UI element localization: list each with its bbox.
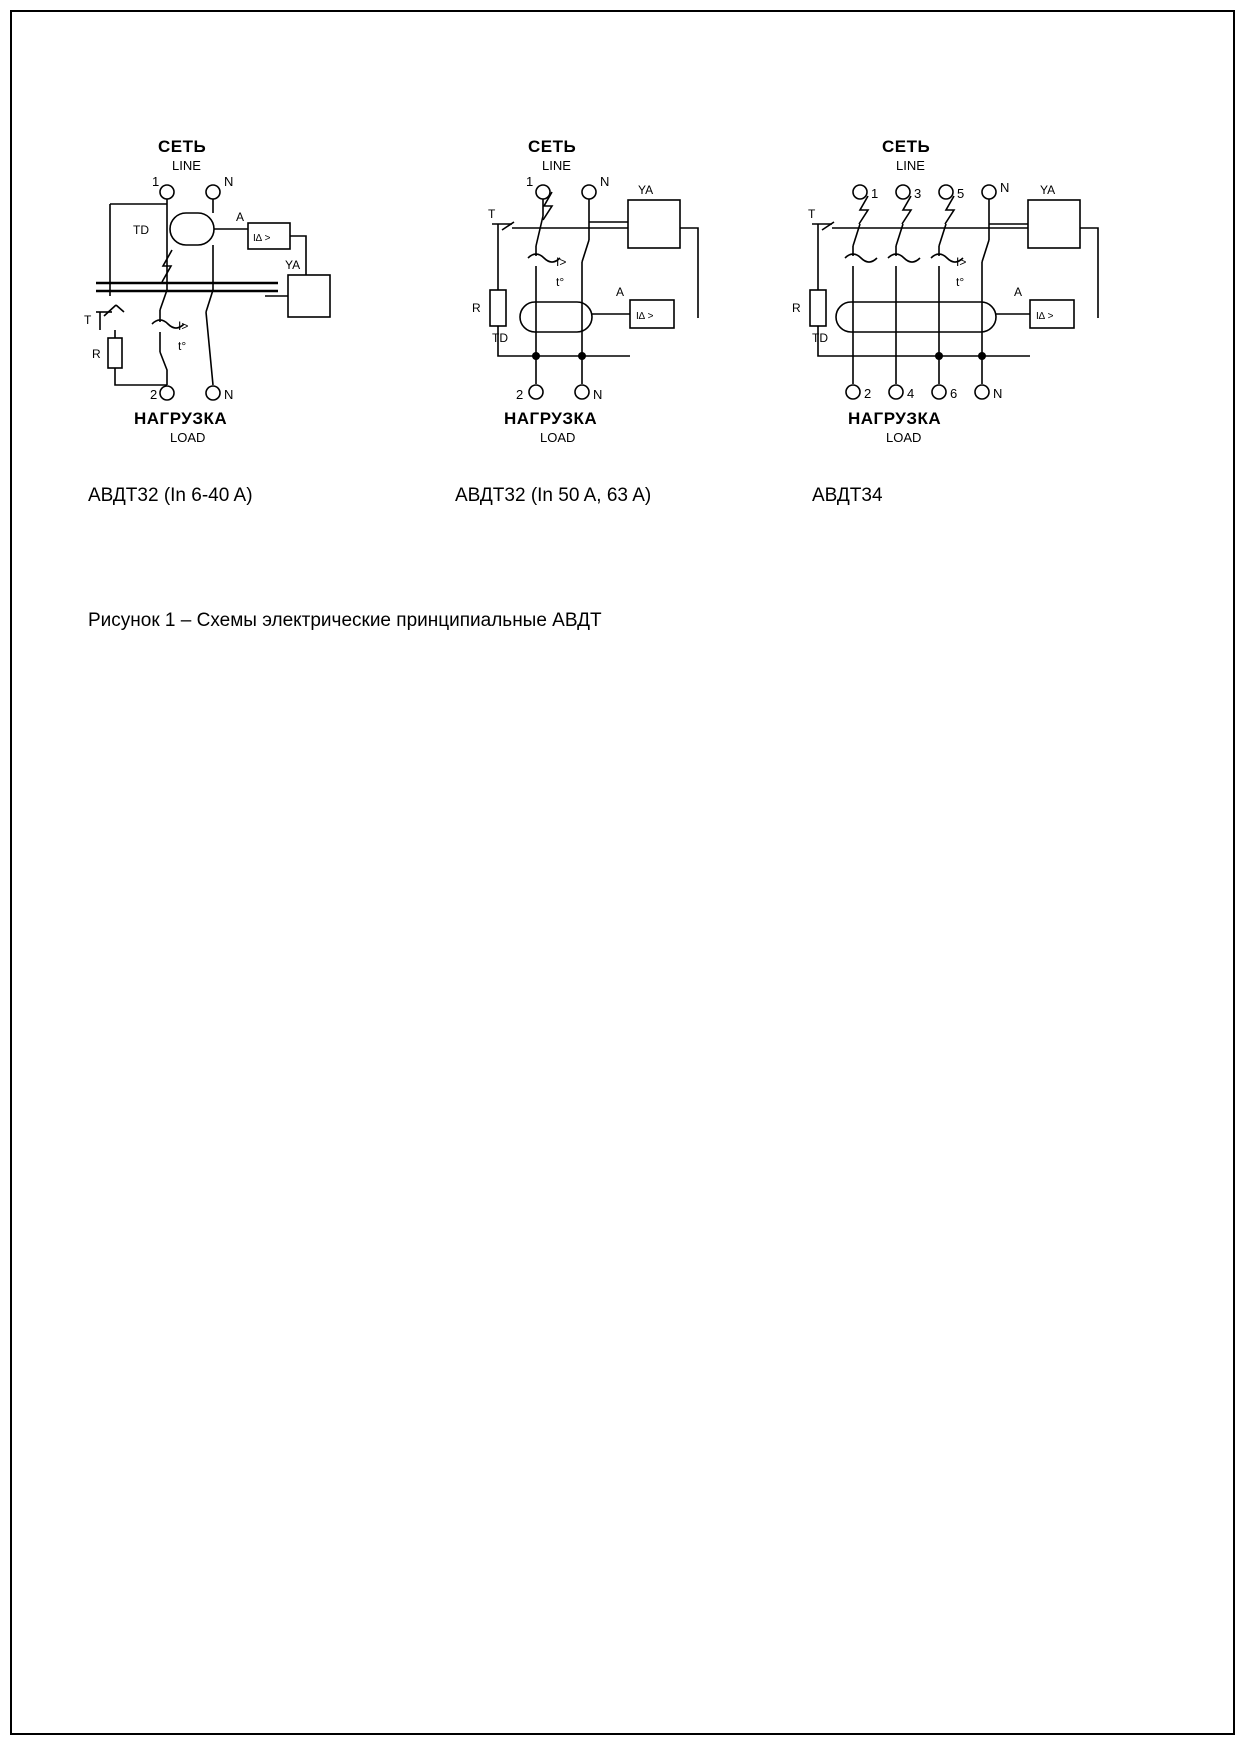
- terminal-bottom-6-label: 6: [950, 386, 958, 401]
- terminal-bottom-2-label: 2: [864, 386, 872, 401]
- terminal-bottom-6: [932, 385, 946, 399]
- terminal-bottom-4: [889, 385, 903, 399]
- resistor-label: R: [92, 347, 101, 361]
- terminal-top-1: [536, 185, 550, 199]
- line-label-en: LINE: [542, 158, 571, 173]
- terminal-bottom-2: [160, 386, 174, 400]
- test-label: T: [84, 313, 92, 327]
- terminal-bottom-n-label: N: [993, 386, 1003, 401]
- resistor-label: R: [472, 301, 481, 315]
- terminal-top-1: [160, 185, 174, 199]
- terminal-top-1-label: 1: [152, 174, 160, 189]
- diagram-caption-1: АВДТ32 (In 6-40 A): [88, 485, 253, 506]
- schematic-avdt34: [740, 0, 1180, 470]
- diff-relay-label: I∆ >: [636, 311, 654, 322]
- terminal-bottom-2: [529, 385, 543, 399]
- amp-label: A: [236, 210, 245, 224]
- terminal-top-n-label: N: [600, 174, 610, 189]
- terminal-top-n: [982, 185, 996, 199]
- terminal-bottom-2-label: 2: [516, 387, 524, 402]
- load-label-ru: НАГРУЗКА: [134, 409, 228, 428]
- schematic-avdt32-50-63: [380, 0, 780, 470]
- terminal-bottom-2: [846, 385, 860, 399]
- terminal-bottom-n: [206, 386, 220, 400]
- overcurrent-label: I>: [178, 319, 189, 333]
- thermal-label: t°: [956, 275, 965, 289]
- test-label: T: [488, 207, 496, 221]
- terminal-bottom-n: [975, 385, 989, 399]
- terminal-top-5-label: 5: [957, 186, 965, 201]
- amp-label: A: [616, 285, 625, 299]
- line-label-en: LINE: [896, 158, 925, 173]
- terminal-top-1-label: 1: [526, 174, 534, 189]
- amp-label: A: [1014, 285, 1023, 299]
- line-label-ru: СЕТЬ: [882, 137, 931, 156]
- terminal-top-n-label: N: [1000, 180, 1010, 195]
- load-label-en: LOAD: [540, 430, 576, 445]
- terminal-top-1: [853, 185, 867, 199]
- thermal-label: t°: [178, 339, 187, 353]
- td-label: TD: [133, 223, 149, 237]
- thermal-label: t°: [556, 275, 565, 289]
- terminal-bottom-n-label: N: [593, 387, 603, 402]
- load-label-en: LOAD: [170, 430, 206, 445]
- terminal-bottom-n-label: N: [224, 387, 234, 402]
- diagram-caption-3: АВДТ34: [812, 485, 883, 506]
- test-label: T: [808, 207, 816, 221]
- load-label-ru: НАГРУЗКА: [848, 409, 942, 428]
- diagram-caption-2: АВДТ32 (In 50 A, 63 A): [455, 485, 652, 506]
- terminal-top-n-label: N: [224, 174, 234, 189]
- terminal-top-n: [206, 185, 220, 199]
- line-label-en: LINE: [172, 158, 201, 173]
- overcurrent-label: I>: [556, 255, 567, 269]
- ya-label: YA: [285, 258, 301, 272]
- resistor-label: R: [792, 301, 801, 315]
- terminal-top-n: [582, 185, 596, 199]
- terminal-top-5: [939, 185, 953, 199]
- diff-relay-label: I∆ >: [1036, 311, 1054, 322]
- terminal-top-1-label: 1: [871, 186, 879, 201]
- terminal-bottom-2-label: 2: [150, 387, 158, 402]
- terminal-top-3: [896, 185, 910, 199]
- line-label-ru: СЕТЬ: [528, 137, 577, 156]
- load-label-en: LOAD: [886, 430, 922, 445]
- terminal-bottom-n: [575, 385, 589, 399]
- ya-label: YA: [638, 183, 654, 197]
- terminal-top-3-label: 3: [914, 186, 922, 201]
- schematic-avdt32-6-40: [0, 0, 400, 470]
- load-label-ru: НАГРУЗКА: [504, 409, 598, 428]
- td-label: TD: [812, 331, 828, 345]
- diff-relay-label: I∆ >: [253, 233, 271, 244]
- td-label: TD: [492, 331, 508, 345]
- line-label-ru: СЕТЬ: [158, 137, 207, 156]
- figure-caption: Рисунок 1 – Схемы электрические принципиальные АВДТ: [88, 610, 602, 631]
- overcurrent-label: I>: [956, 255, 967, 269]
- terminal-bottom-4-label: 4: [907, 386, 915, 401]
- ya-label: YA: [1040, 183, 1056, 197]
